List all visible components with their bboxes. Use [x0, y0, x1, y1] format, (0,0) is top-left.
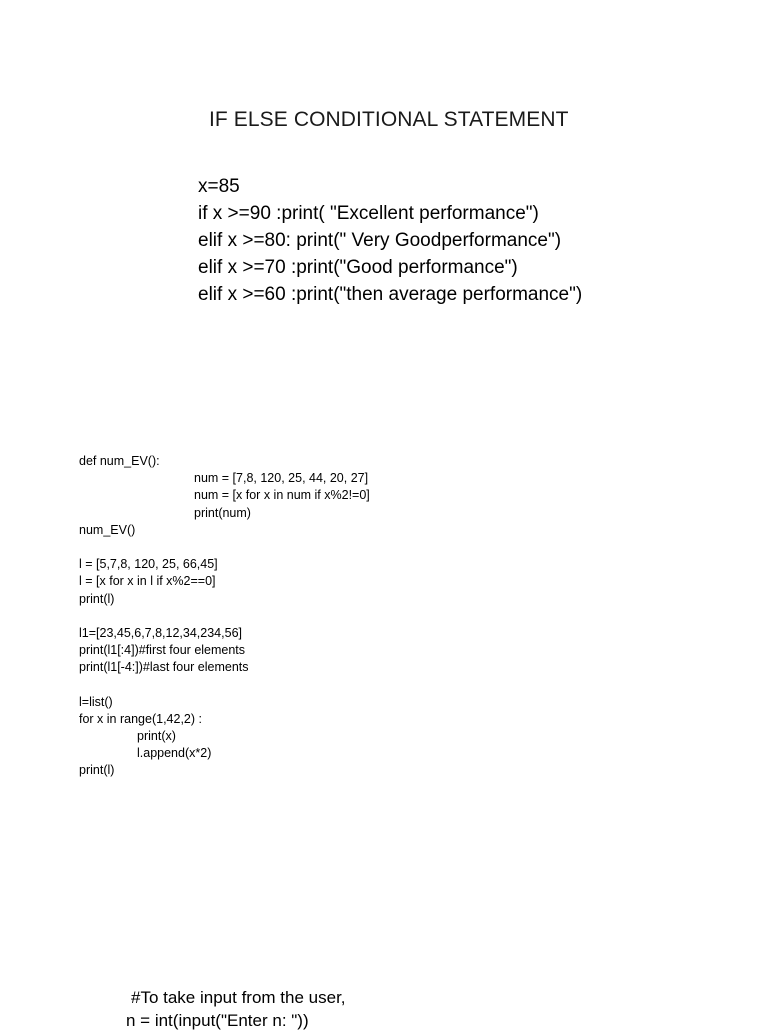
code-line: print(l1[-4:])#last four elements	[79, 660, 249, 675]
code-line: print(l)	[79, 763, 115, 778]
blank-line	[79, 608, 370, 625]
code-line: print(l1[:4])#first four elements	[79, 643, 246, 658]
blank-line	[79, 539, 370, 556]
code-line: print(x)	[137, 729, 176, 743]
code-line: if x >=90 :print( "Excellent performance")	[198, 203, 539, 224]
code-line: elif x >=60 :print("then average performance")	[198, 284, 583, 305]
code-line: elif x >=80: print(" Very Goodperformance")	[198, 230, 562, 251]
list-code-block	[79, 453, 370, 780]
code-line: def num_EV():	[79, 454, 160, 468]
code-line: num = [x for x in num if x%2!=0]	[194, 488, 370, 503]
code-line: num = [7,8, 120, 25, 44, 20, 27]	[194, 471, 369, 486]
code-line: num_EV()	[79, 522, 136, 537]
blank-line	[79, 676, 370, 693]
code-line: l.append(x*2)	[137, 746, 212, 761]
code-line: n = int(input("Enter n: "))	[126, 1011, 309, 1030]
code-line: l = [5,7,8, 120, 25, 66,45]	[79, 557, 218, 572]
code-comment: #To take input from the user,	[131, 988, 346, 1007]
code-line: for x in range(1,42,2) :	[79, 711, 202, 726]
code-line: print(l)	[79, 591, 115, 606]
code-line: elif x >=70 :print("Good performance")	[198, 257, 518, 278]
if-else-example	[198, 173, 582, 308]
code-line: l1=[23,45,6,7,8,12,34,234,56]	[79, 625, 242, 640]
page-title: IF ELSE CONDITIONAL STATEMENT	[209, 108, 569, 131]
code-line: l=list()	[79, 694, 113, 709]
code-line: print(num)	[194, 505, 251, 520]
code-line: x=85	[198, 176, 240, 197]
code-line: l = [x for x in l if x%2==0]	[79, 574, 216, 589]
input-code-block	[126, 986, 346, 1032]
